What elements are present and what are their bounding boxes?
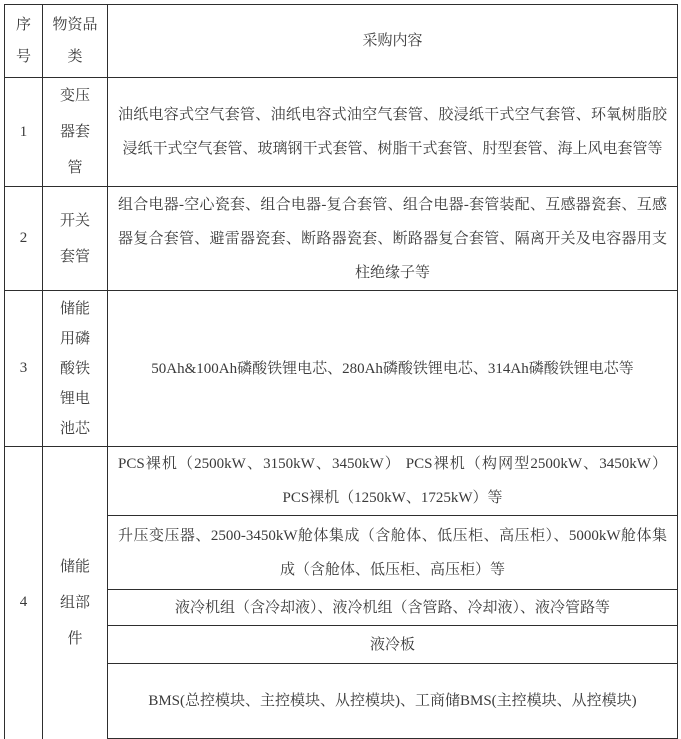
category-cell: 储能用磷酸铁锂电池芯 (43, 291, 108, 447)
content-cell: 液冷机组（含冷却液）、液冷机组（含管路、冷却液）、液冷管路等 (108, 590, 678, 626)
table-row (5, 187, 678, 291)
content-cell: 升压变压器、2500-3450kW舱体集成（含舱体、低压柜、高压柜）、5000kW舱体集成（含舱体、低压柜、高压柜）等 (108, 516, 678, 590)
content-cell: 组合电器-空心瓷套、组合电器-复合套管、组合电器-套管装配、互感器瓷套、互感器复合套管、避雷器瓷套、断路器瓷套、断路器复合套管、隔离开关及电容器用支柱绝缘子等 (108, 187, 678, 291)
category-cell: 开关套管 (43, 187, 108, 291)
header-cell-no: 序号 (5, 5, 43, 78)
header-cell-category: 物资品类 (43, 5, 108, 78)
category-cell: 变压器套管 (43, 78, 108, 187)
table-row (5, 447, 678, 516)
table-header-row (5, 5, 678, 78)
content-cell: 油纸电容式空气套管、油纸电容式油空气套管、胶浸纸干式空气套管、环氧树脂胶浸纸干式空气套管、玻璃钢干式套管、树脂干式套管、肘型套管、海上风电套管等 (108, 78, 678, 187)
content-cell: 50Ah&100Ah磷酸铁锂电芯、280Ah磷酸铁锂电芯、314Ah磷酸铁锂电芯等 (108, 291, 678, 447)
content-cell: BMS(总控模块、主控模块、从控模块)、工商储BMS(主控模块、从控模块) (108, 664, 678, 739)
row-number: 2 (5, 187, 43, 291)
table-row (5, 78, 678, 187)
table-row (5, 291, 678, 447)
content-cell: 液冷板 (108, 626, 678, 664)
procurement-table (4, 4, 678, 739)
header-cell-content: 采购内容 (108, 5, 678, 78)
category-cell: 储能组部件 (43, 447, 108, 739)
row-number: 1 (5, 78, 43, 187)
row-number: 3 (5, 291, 43, 447)
content-cell: PCS裸机（2500kW、3150kW、3450kW） PCS裸机（构网型2500kW、3450kW） PCS裸机（1250kW、1725kW）等 (108, 447, 678, 516)
row-number: 4 (5, 447, 43, 739)
